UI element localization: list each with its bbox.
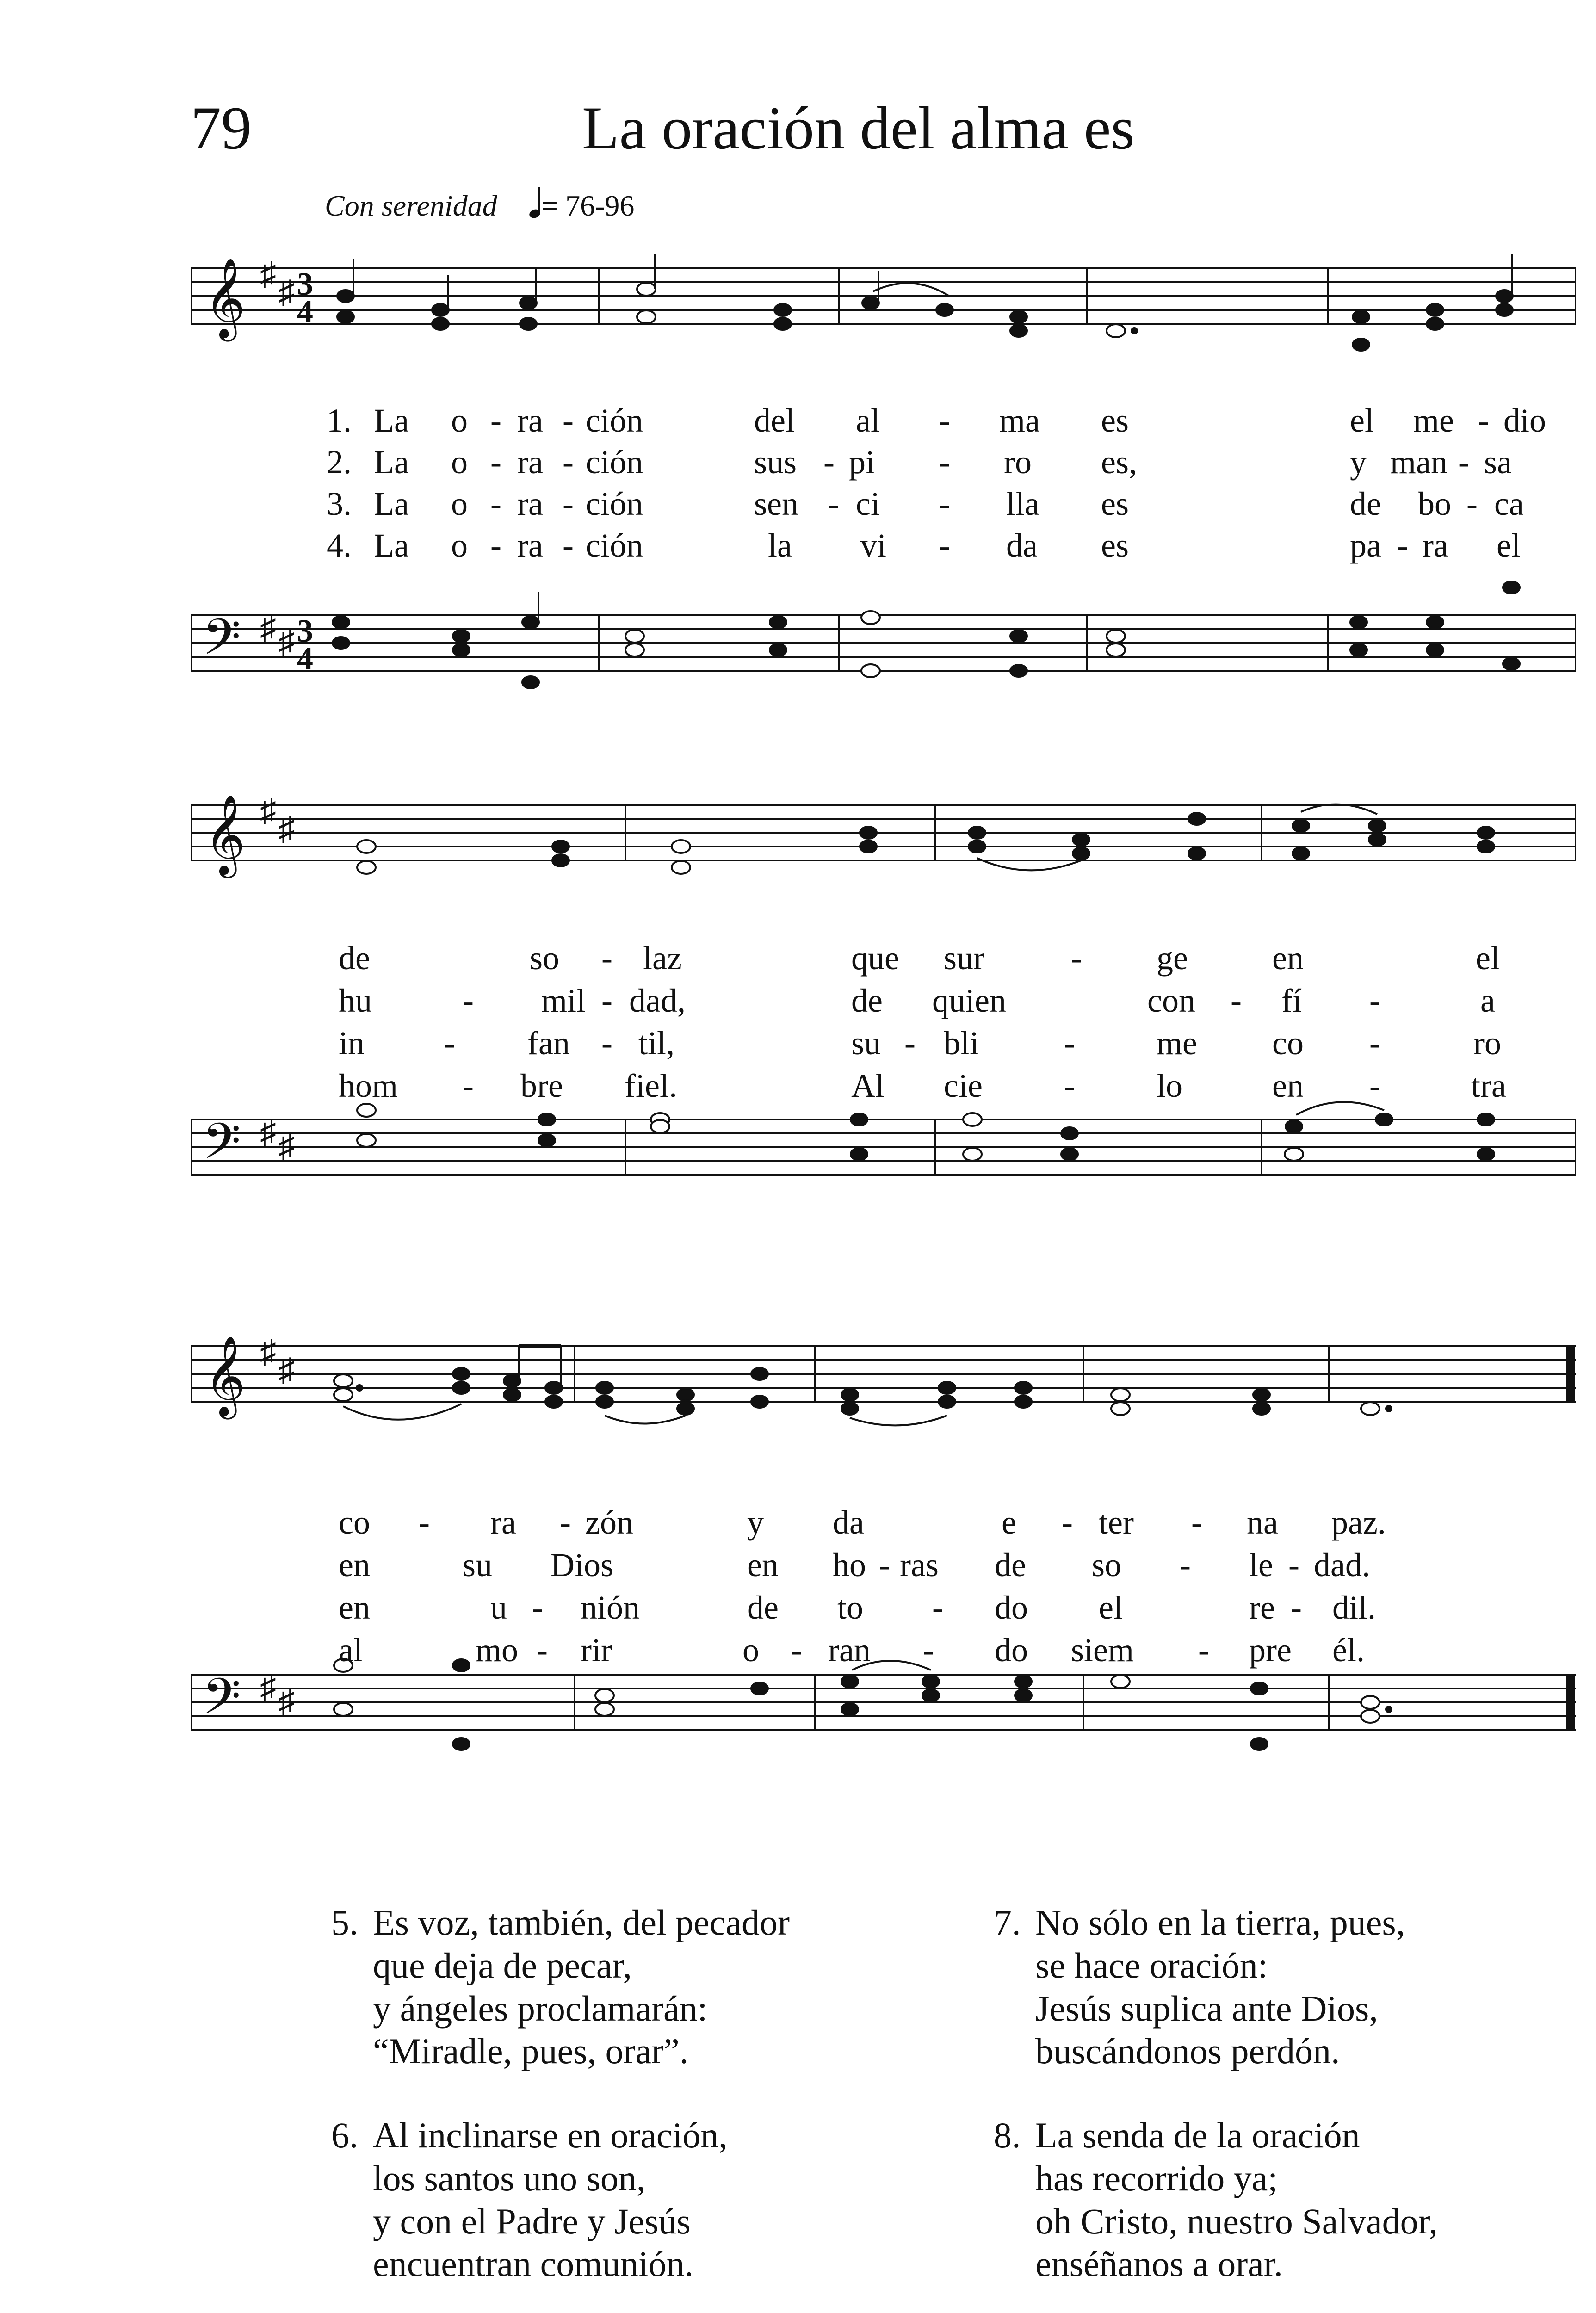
svg-text:3: 3: [297, 613, 313, 649]
lyric-syllable: u: [490, 1589, 507, 1626]
lyric-syllable: es: [1101, 527, 1129, 564]
lyric-syllable: hu: [339, 982, 372, 1019]
lyric-syllable: sen: [754, 485, 798, 522]
lyric-syllable: Dios: [551, 1546, 614, 1583]
svg-text:𝄢: 𝄢: [202, 608, 241, 678]
lyric-syllable: ro: [1473, 1025, 1501, 1062]
lyric-syllable: so: [1092, 1546, 1122, 1583]
lyric-syllable: y: [747, 1504, 764, 1541]
lyric-syllable: do: [995, 1632, 1028, 1669]
lyric-syllable: ho: [833, 1546, 866, 1583]
lyric-syllable: lo: [1157, 1067, 1183, 1104]
bass-staff: [191, 615, 1576, 671]
lyric-syllable: dad,: [629, 982, 686, 1019]
lyric-syllable: -: [490, 444, 501, 481]
svg-text:♯: ♯: [278, 1353, 295, 1388]
lyric-syllable: man: [1390, 444, 1448, 481]
lyric-syllable: bre: [520, 1067, 563, 1104]
verse-number: 2.: [327, 444, 352, 481]
verse-line: se hace oración:: [1035, 1945, 1268, 1985]
lyric-syllable: me: [1413, 402, 1454, 439]
svg-text:𝄢: 𝄢: [202, 1115, 241, 1181]
svg-text:♯: ♯: [260, 256, 276, 292]
lyric-syllable: ran: [828, 1632, 871, 1669]
lyric-syllable: La: [374, 485, 409, 522]
lyric-syllable: -: [1180, 1546, 1191, 1583]
lyric-syllable: -: [1291, 1589, 1302, 1626]
lyric-syllable: pre: [1249, 1632, 1292, 1669]
verse-line: enséñanos a orar.: [1035, 2244, 1283, 2284]
lyric-syllable: -: [1466, 485, 1478, 522]
bass-notes: [333, 581, 1520, 688]
lyric-syllable: -: [1062, 1504, 1073, 1541]
lyric-syllable: -: [1231, 982, 1242, 1019]
lyric-syllable: ras: [900, 1546, 939, 1583]
lyric-syllable: -: [791, 1632, 802, 1669]
svg-text:♯: ♯: [278, 1683, 295, 1719]
svg-text:𝄞: 𝄞: [204, 258, 246, 338]
lyric-syllable: en: [747, 1546, 779, 1583]
extra-verse-5: [331, 1901, 790, 2073]
svg-text:♯: ♯: [260, 1114, 276, 1150]
lyric-syllable: so: [530, 940, 560, 977]
lyric-syllable: co: [339, 1504, 370, 1541]
lyric-syllable: -: [932, 1589, 943, 1626]
lyric-syllable: el: [1099, 1589, 1123, 1626]
lyric-syllable: -: [1288, 1546, 1299, 1583]
lyric-syllable: el: [1476, 940, 1500, 977]
lyric-syllable: e: [1002, 1504, 1016, 1541]
lyric-syllable: en: [339, 1546, 370, 1583]
lyric-syllable: que: [851, 940, 899, 977]
lyric-syllable: fiel.: [625, 1067, 677, 1104]
lyric-syllable: -: [1458, 444, 1469, 481]
extra-verse-7: [994, 1901, 1405, 2073]
quarter-note-icon: [528, 184, 542, 221]
verse-line: y ángeles proclamarán:: [373, 1988, 708, 2029]
treble-staff: [191, 1346, 1576, 1402]
lyric-syllable: sus: [754, 444, 797, 481]
lyric-syllable: La: [374, 444, 409, 481]
lyric-syllable: es: [1101, 485, 1129, 522]
lyric-syllable: vi: [860, 527, 887, 564]
lyric-syllable: -: [879, 1546, 890, 1583]
lyric-syllable: -: [1198, 1632, 1209, 1669]
lyric-syllable: fan: [527, 1025, 570, 1062]
verse-number: 5.: [331, 1902, 359, 1942]
lyric-syllable: o: [451, 402, 468, 439]
lyric-syllable: fí: [1281, 982, 1302, 1019]
lyric-syllable: a: [1480, 982, 1495, 1019]
lyric-syllable: de: [339, 940, 370, 977]
lyric-syllable: dil.: [1332, 1589, 1376, 1626]
lyric-syllable: -: [923, 1632, 934, 1669]
extra-verse-8: [994, 2114, 1438, 2286]
lyric-syllable: en: [1272, 1067, 1304, 1104]
lyric-syllable: y: [1350, 444, 1367, 481]
lyric-syllable: Al: [851, 1067, 885, 1104]
lyric-syllable: -: [939, 485, 950, 522]
hymn-title: La oración del alma es: [582, 94, 1135, 162]
verse-line: Jesús suplica ante Dios,: [1035, 1988, 1378, 2029]
lyric-syllable: re: [1249, 1589, 1275, 1626]
lyric-syllable: do: [995, 1589, 1028, 1626]
lyric-syllable: ción: [586, 444, 643, 481]
svg-text:♯: ♯: [260, 793, 276, 829]
verse-line: has recorrido ya;: [1035, 2158, 1278, 2198]
verse-line: y con el Padre y Jesús: [373, 2201, 691, 2241]
lyric-syllable: tra: [1471, 1067, 1506, 1104]
lyric-syllable: bo: [1418, 485, 1451, 522]
lyric-syllable: me: [1157, 1025, 1197, 1062]
lyric-syllable: mo: [476, 1632, 519, 1669]
lyric-syllable: La: [374, 402, 409, 439]
lyric-syllable: -: [560, 1504, 571, 1541]
lyric-syllable: hom: [339, 1067, 398, 1104]
lyric-syllable: siem: [1071, 1632, 1134, 1669]
lyric-syllable: bli: [944, 1025, 979, 1062]
verse-line: los santos uno son,: [373, 2158, 646, 2198]
svg-text:3: 3: [297, 266, 313, 302]
verse-number: 1.: [327, 402, 352, 439]
verse-line: oh Cristo, nuestro Salvador,: [1035, 2201, 1438, 2241]
lyric-syllable: -: [601, 982, 612, 1019]
verse-number: 8.: [994, 2115, 1021, 2155]
lyric-syllable: dio: [1503, 402, 1547, 439]
lyric-syllable: ción: [586, 485, 643, 522]
lyric-syllable: le: [1249, 1546, 1273, 1583]
lyric-syllable: ro: [1004, 444, 1032, 481]
lyric-syllable: -: [490, 402, 501, 439]
lyric-syllable: de: [1350, 485, 1381, 522]
lyric-syllable: el: [1350, 402, 1374, 439]
lyric-syllable: o: [742, 1632, 759, 1669]
lyric-syllable: ra: [517, 444, 543, 481]
lyric-syllable: -: [490, 527, 501, 564]
lyric-syllable: de: [747, 1589, 779, 1626]
lyric-syllable: co: [1272, 1025, 1304, 1062]
lyric-syllable: paz.: [1331, 1504, 1386, 1541]
lyric-syllable: -: [1369, 1067, 1380, 1104]
lyric-syllable: -: [463, 982, 474, 1019]
lyric-syllable: rir: [581, 1632, 612, 1669]
verse-number: 3.: [327, 485, 352, 522]
lyric-syllable: -: [490, 485, 501, 522]
lyric-syllable: -: [601, 1025, 612, 1062]
lyric-syllable: -: [1064, 1025, 1075, 1062]
lyric-syllable: ra: [517, 527, 543, 564]
lyric-syllable: laz: [643, 940, 682, 977]
lyric-syllable: ca: [1494, 485, 1524, 522]
svg-text:♯: ♯: [278, 275, 295, 310]
svg-text:𝄢: 𝄢: [202, 1670, 241, 1737]
verse-line: No sólo en la tierra, pues,: [1035, 1902, 1405, 1942]
lyric-syllable: la: [768, 527, 792, 564]
lyric-syllable: ra: [517, 485, 543, 522]
verse-line: que deja de pecar,: [373, 1945, 632, 1985]
svg-text:4: 4: [297, 641, 313, 677]
lyric-syllable: su: [463, 1546, 493, 1583]
lyric-syllable: él.: [1332, 1632, 1365, 1669]
hymn-number: 79: [191, 94, 252, 162]
lyric-syllable: su: [851, 1025, 881, 1062]
svg-text:♯: ♯: [278, 1128, 295, 1164]
extra-verse-6: [331, 2114, 728, 2286]
lyric-syllable: til,: [638, 1025, 675, 1062]
lyric-syllable: ter: [1099, 1504, 1134, 1541]
lyric-syllable: sur: [944, 940, 984, 977]
lyric-syllable: ma: [999, 402, 1040, 439]
treble-staff: [191, 805, 1576, 860]
lyric-syllable: al: [339, 1632, 363, 1669]
verse-number: 6.: [331, 2115, 359, 2155]
svg-text:𝄞: 𝄞: [204, 797, 246, 873]
lyric-syllable: ra: [490, 1504, 516, 1541]
tempo-value: = 76-96: [541, 189, 635, 222]
verse-line: La senda de la oración: [1035, 2115, 1360, 2155]
lyric-syllable: to: [837, 1589, 864, 1626]
svg-text:♯: ♯: [260, 610, 276, 646]
lyric-syllable: ra: [517, 402, 543, 439]
svg-text:♯: ♯: [278, 811, 295, 847]
lyric-syllable: el: [1497, 527, 1521, 564]
lyric-syllable: con: [1147, 982, 1195, 1019]
lyric-syllable: ra: [1423, 527, 1448, 564]
bass-staff: [191, 1119, 1576, 1175]
tempo-text: Con serenidad: [325, 189, 497, 222]
lyric-syllable: -: [823, 444, 835, 481]
svg-text:4: 4: [297, 294, 313, 330]
lyric-syllable: ci: [856, 485, 880, 522]
lyric-syllable: -: [563, 402, 574, 439]
lyric-syllable: na: [1247, 1504, 1278, 1541]
verse-line: Es voz, también, del pecador: [373, 1902, 790, 1942]
lyric-syllable: -: [537, 1632, 548, 1669]
lyric-syllable: cie: [944, 1067, 983, 1104]
lyric-syllable: quien: [932, 982, 1006, 1019]
lyric-syllable: de: [851, 982, 883, 1019]
lyric-syllable: es,: [1101, 444, 1137, 481]
lyric-syllable: en: [339, 1589, 370, 1626]
svg-text:♯: ♯: [278, 624, 295, 660]
lyric-syllable: -: [1064, 1067, 1075, 1104]
lyric-syllable: -: [1369, 1025, 1380, 1062]
lyric-syllable: -: [1478, 402, 1489, 439]
lyric-syllable: -: [563, 527, 574, 564]
lyric-syllable: o: [451, 527, 468, 564]
lyric-syllable: al: [856, 402, 880, 439]
lyric-syllable: -: [1369, 982, 1380, 1019]
lyric-syllable: -: [444, 1025, 455, 1062]
lyric-syllable: es: [1101, 402, 1129, 439]
lyric-syllable: o: [451, 444, 468, 481]
lyric-syllable: ción: [586, 402, 643, 439]
music-system-2: [191, 768, 1576, 1231]
lyric-syllable: -: [1397, 527, 1408, 564]
verse-line: “Miradle, pues, orar”.: [373, 2031, 689, 2072]
svg-text:♯: ♯: [260, 1670, 276, 1705]
lyric-syllable: -: [463, 1067, 474, 1104]
lyric-syllable: del: [754, 402, 795, 439]
lyric-syllable: da: [1006, 527, 1038, 564]
lyric-syllable: -: [828, 485, 839, 522]
lyric-syllable: ción: [586, 527, 643, 564]
lyric-syllable: -: [939, 527, 950, 564]
lyric-syllable: zón: [585, 1504, 633, 1541]
lyric-syllable: pa: [1350, 527, 1381, 564]
lyric-syllable: -: [532, 1589, 543, 1626]
lyric-syllable: La: [374, 527, 409, 564]
verse-number: 4.: [327, 527, 352, 564]
lyric-syllable: nión: [581, 1589, 640, 1626]
lyric-syllable: lla: [1006, 485, 1039, 522]
verse-line: encuentran comunión.: [373, 2244, 694, 2284]
lyric-syllable: -: [939, 402, 950, 439]
lyric-syllable: -: [1191, 1504, 1202, 1541]
lyric-syllable: pi: [849, 444, 875, 481]
svg-text:𝄞: 𝄞: [204, 1338, 246, 1415]
lyric-syllable: -: [904, 1025, 916, 1062]
lyric-syllable: -: [939, 444, 950, 481]
lyric-syllable: -: [419, 1504, 430, 1541]
lyric-syllable: -: [601, 940, 612, 977]
verse-line: Al inclinarse en oración,: [373, 2115, 728, 2155]
lyric-syllable: -: [563, 444, 574, 481]
verse-line: buscándonos perdón.: [1035, 2031, 1340, 2072]
lyric-syllable: mil: [541, 982, 586, 1019]
lyric-syllable: sa: [1484, 444, 1512, 481]
lyric-syllable: dad.: [1314, 1546, 1370, 1583]
lyric-syllable: o: [451, 485, 468, 522]
verse-number: 7.: [994, 1902, 1021, 1942]
lyric-syllable: en: [1272, 940, 1304, 977]
lyric-syllable: -: [563, 485, 574, 522]
lyric-syllable: ge: [1157, 940, 1188, 977]
lyric-syllable: -: [1071, 940, 1082, 977]
svg-text:♯: ♯: [260, 1334, 276, 1370]
lyric-syllable: da: [833, 1504, 864, 1541]
lyric-syllable: de: [995, 1546, 1026, 1583]
lyric-syllable: in: [339, 1025, 365, 1062]
